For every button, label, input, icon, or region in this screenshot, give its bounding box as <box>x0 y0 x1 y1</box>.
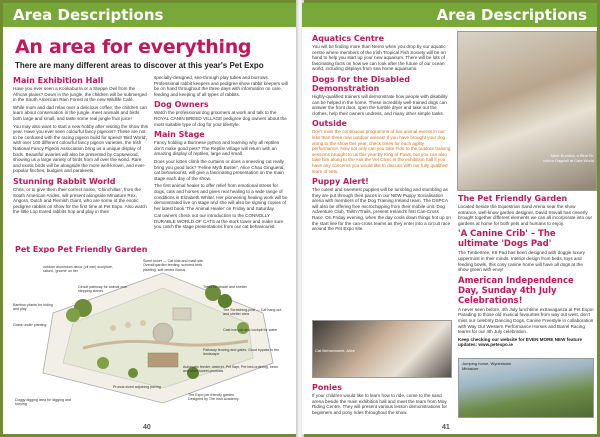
heading-rabbit-world: Stunning Rabbit World <box>13 176 116 186</box>
right-column-1 <box>312 31 452 234</box>
map-label: Doggy digging area for digging and burying <box>15 398 71 407</box>
paragraph: specially-designed, see-through play tubes and burrows. Professional rabbit keepers and pedigree show rabbit keepers will be on hand throughout the three days with information on care, feeding and keeping of all types of rabbits. <box>154 75 288 97</box>
left-page <box>3 3 298 434</box>
paragraph: You may also want to start a new hobby after visiting the show this year. Have you ever seen colourful fancy pigeons? These are not to be confused with the racing pigeon build for speed! 'Bird World', with over 100 different colourful fancy pigeon varieties, the Irish National Fancy Pigeon Association bring us a unique display of birds. Beautiful aviaries will also be presented by Copsewood, showing us a large variety of birds from all over the world. Rare and exotic birds will be alongside the more well-known, and ever-popular finches, budgies and parakeets. <box>13 123 148 174</box>
right-column-1-bottom <box>312 380 452 417</box>
photo-caption: Jumping horse, Wynestown Miniature <box>462 361 512 371</box>
map-label: Cast iron pot and cockpit for water <box>223 328 278 332</box>
website-note: Keep checking our website for EVEN MORE NEW feature updates: www.petexpo.ie <box>458 336 583 348</box>
heading-independence-day: American Independence Day, Sunday 4th July Celebrations! <box>458 275 574 306</box>
map-label: The Scratching-post — Cat hang out and shelter area <box>223 308 282 317</box>
left-banner <box>3 3 298 27</box>
paragraph: Cat owners check out our introduction to the CONNOLLY DURABLE WORLD OF CATS at the stork tower and make sure you catch the stage presentations from our cat behaviourist. <box>154 213 284 230</box>
photo-ragdoll-cat <box>457 31 597 191</box>
paragraph: While mum and dad relax over a delicious coffee, the children can learn about conservation in the jungle, meet animals and birds both large and small, and taste some real jungle fruit juice! <box>13 104 147 121</box>
paragraph: The cutest and sweetest puppies will be tumbling and stumbling as they are put through their paces in our NEW Puppy Socialisation arena with members of the Dog Training Ireland team. The DSPCA will also be offering free microchipping from their mobile unit. Dog Adventure Club, Tails'n'Trails, present Ireland's first Can-Cross Race. On Friday evening, when the day cools down things hot up on the start line for the can-cross teams as they enter into a circuit race around the Pet Expo site. <box>312 187 451 232</box>
map-label: Pathway fencing and gates, Good bypass in the landscape <box>203 348 280 357</box>
paragraph: Highly-qualified trainers will demonstrate how people with disability can be helped in the home. These incredibly well-trained dogs can answer the front door, open the tumble dryer and take out the clothes, help their owners undress, and many other simple tasks. <box>312 93 448 116</box>
heading-puppy-alert: Puppy Alert! <box>312 177 369 187</box>
paragraph: Fancy holding a Burmese python and learning why all reptiles don't make good pets? The Reptile Village will return with an amazing display of reptiles, large and small. <box>154 140 280 157</box>
paragraph: The Timbertree, K9 Pad has been designed with doggie luxury uppermost in their minds. Interior design from beds, toys and feeding bowls, this cosy canine home will have all dogs at the show green with envy! <box>458 250 585 273</box>
left-column-2 <box>154 75 290 232</box>
page-number-left: 40 <box>143 424 151 431</box>
paragraph: Does your kitten climb the curtains or does a sneezing cat really bring you good luck? 'Feline Myth Buster', Alice Chau Gingueral, cat behaviourist, will give a fascinating presentation on the main stage each day of the show. <box>154 158 285 181</box>
right-column-2 <box>458 191 594 350</box>
paragraph: Have you ever seen a Kookaburra or a Steppe Owl from the African plains? Down in the jungle, the children will be submerged in the South American Rain Forest at the new Wildlife Café. <box>13 86 147 103</box>
heading-dogs-disabled: Dogs for the Disabled Demonstration <box>312 74 411 93</box>
map-label: Circuit pathway for animal over stepping stones <box>78 285 128 294</box>
heading-outside: Outside <box>312 119 347 129</box>
paragraph: The first animal healer to offer relief from emotional stress for dogs, cats and horses and gives real healing to a wide range of conditions is Elizabeth Whiter. Her pioneering healing work will be demonstrated live on stage and she will also be signing copies of her latest book 'The Animal Healer' on Friday and Saturday. <box>154 183 288 211</box>
map-label: Prunus sized adjoining paving <box>113 385 161 389</box>
page-subtitle: There are many different areas to discover at this year's Pet Expo <box>15 61 264 70</box>
heading-main-exhibition-hall: Main Exhibition Hall <box>13 76 104 85</box>
paragraph: Don't miss the continuous programme of live animal events in our less than three new outdoor arenas! If you have brought your dog along to the show this year, check times for each agility performance. Now not only can you take Fido to the outdoor training sessions brought to us this year by King of Paws, but you can also take him along to the Ask the Vet Clinic in the exhibition hall if you have any concerns you would like to discuss with our fully qualified team of vets. <box>312 129 451 174</box>
heading-dog-owners: Dog Owners <box>154 100 209 110</box>
map-label: Grass under planting <box>13 323 47 327</box>
map-label: Trees for shade and shelter <box>203 285 247 289</box>
heading-aquatics-centre: Aquatics Centre <box>312 34 385 43</box>
right-banner <box>302 3 597 27</box>
left-column-1 <box>13 73 149 217</box>
map-label: The Expo pet friendly garden Designed by The Irish Academy <box>188 393 239 402</box>
map-label: outdoor aluminium decor (oil can) sculpture, raised, 'gnome' on tier <box>43 265 113 274</box>
page-title: An area for everything <box>15 36 252 58</box>
paragraph: A never seen before, 4th July lunchtime extravaganza at Pet Expo! Parading to those old musical favourites from way out west, don't miss our celebrity Dancing Dogs, Canine Freestyle in collaboration with Way Out Western Performance Horses and Barrel Racing teams for our 4th July celebration. <box>458 306 594 335</box>
heading-ponies: Ponies <box>312 383 342 392</box>
map-label: Scent tower — Cat kids and mast site, Overall garden feeding, scented herb planting, soft centre Buxus <box>143 259 204 272</box>
paragraph: If your children would like to learn how to ride, come to the sand arena beside the main exhibition hall and meet the team from Moy Riding Centre. They will present various lesson demonstrations for beginners and pony rides throughout the show. <box>312 393 447 415</box>
paragraph: Chris, or to give them their correct name, 'Chinchillas', from the South American Andes, will present alongside Miniature Rex, Angora, Dutch and Flemish Giant, who are some of the exotic pedigree rabbits on show for the first time at Pet Expo. Also watch the little Lop Eared rabbits hop and play in their <box>13 186 147 215</box>
paragraph: Watch the professional dog groomers at work and talk to the ROYAL CANIN BREED VILLAGE pedigree dog owners about the most suitable type of dog for your lifestyle. <box>154 110 287 127</box>
right-page <box>302 3 597 434</box>
right-banner-title: Area Descriptions <box>436 6 587 24</box>
heading-pet-friendly-garden: Pet Expo Pet Friendly Garden <box>15 245 148 254</box>
heading-main-stage: Main Stage <box>154 130 205 140</box>
page-number-right: 41 <box>442 424 450 431</box>
map-label: Bamboo plants for hiding and play <box>13 303 53 312</box>
heading-canine-crib: 'A Canine Crib' – The ultimate 'Dogs Pad' <box>458 229 556 250</box>
garden-plan-illustration <box>13 253 291 419</box>
paragraph: You will be finding more than Nemo when you drop by our aquatic centre where members of the Irish Tropical Fish Society will be on hand to help you start up your new aquarium. There will be lots of fascinating facts on how we can look after the future of our ocean world, including displays from sea home aquariums. <box>312 44 446 72</box>
paragraph: Located beside the Equestrian Sand Arena near the show entrance, well-know garden designer, David Stovall has cleverly brought together different elements we can all incorporate into our gardens at home for both pets and humans to enjoy. <box>458 204 592 226</box>
left-banner-title: Area Descriptions <box>13 6 164 24</box>
photo-caption: Meet Buddha, a Blue Bi-colour Ragdoll at Cats World <box>543 153 594 163</box>
map-label: Automatic feeder, waterer, Pet flapr, Pet bed-ordering, bean and other sweet products <box>183 365 278 374</box>
photo-caption: Cat Behaviourist, Alice <box>315 348 356 353</box>
heading-pet-friendly-garden: The Pet Friendly Garden <box>458 194 568 203</box>
